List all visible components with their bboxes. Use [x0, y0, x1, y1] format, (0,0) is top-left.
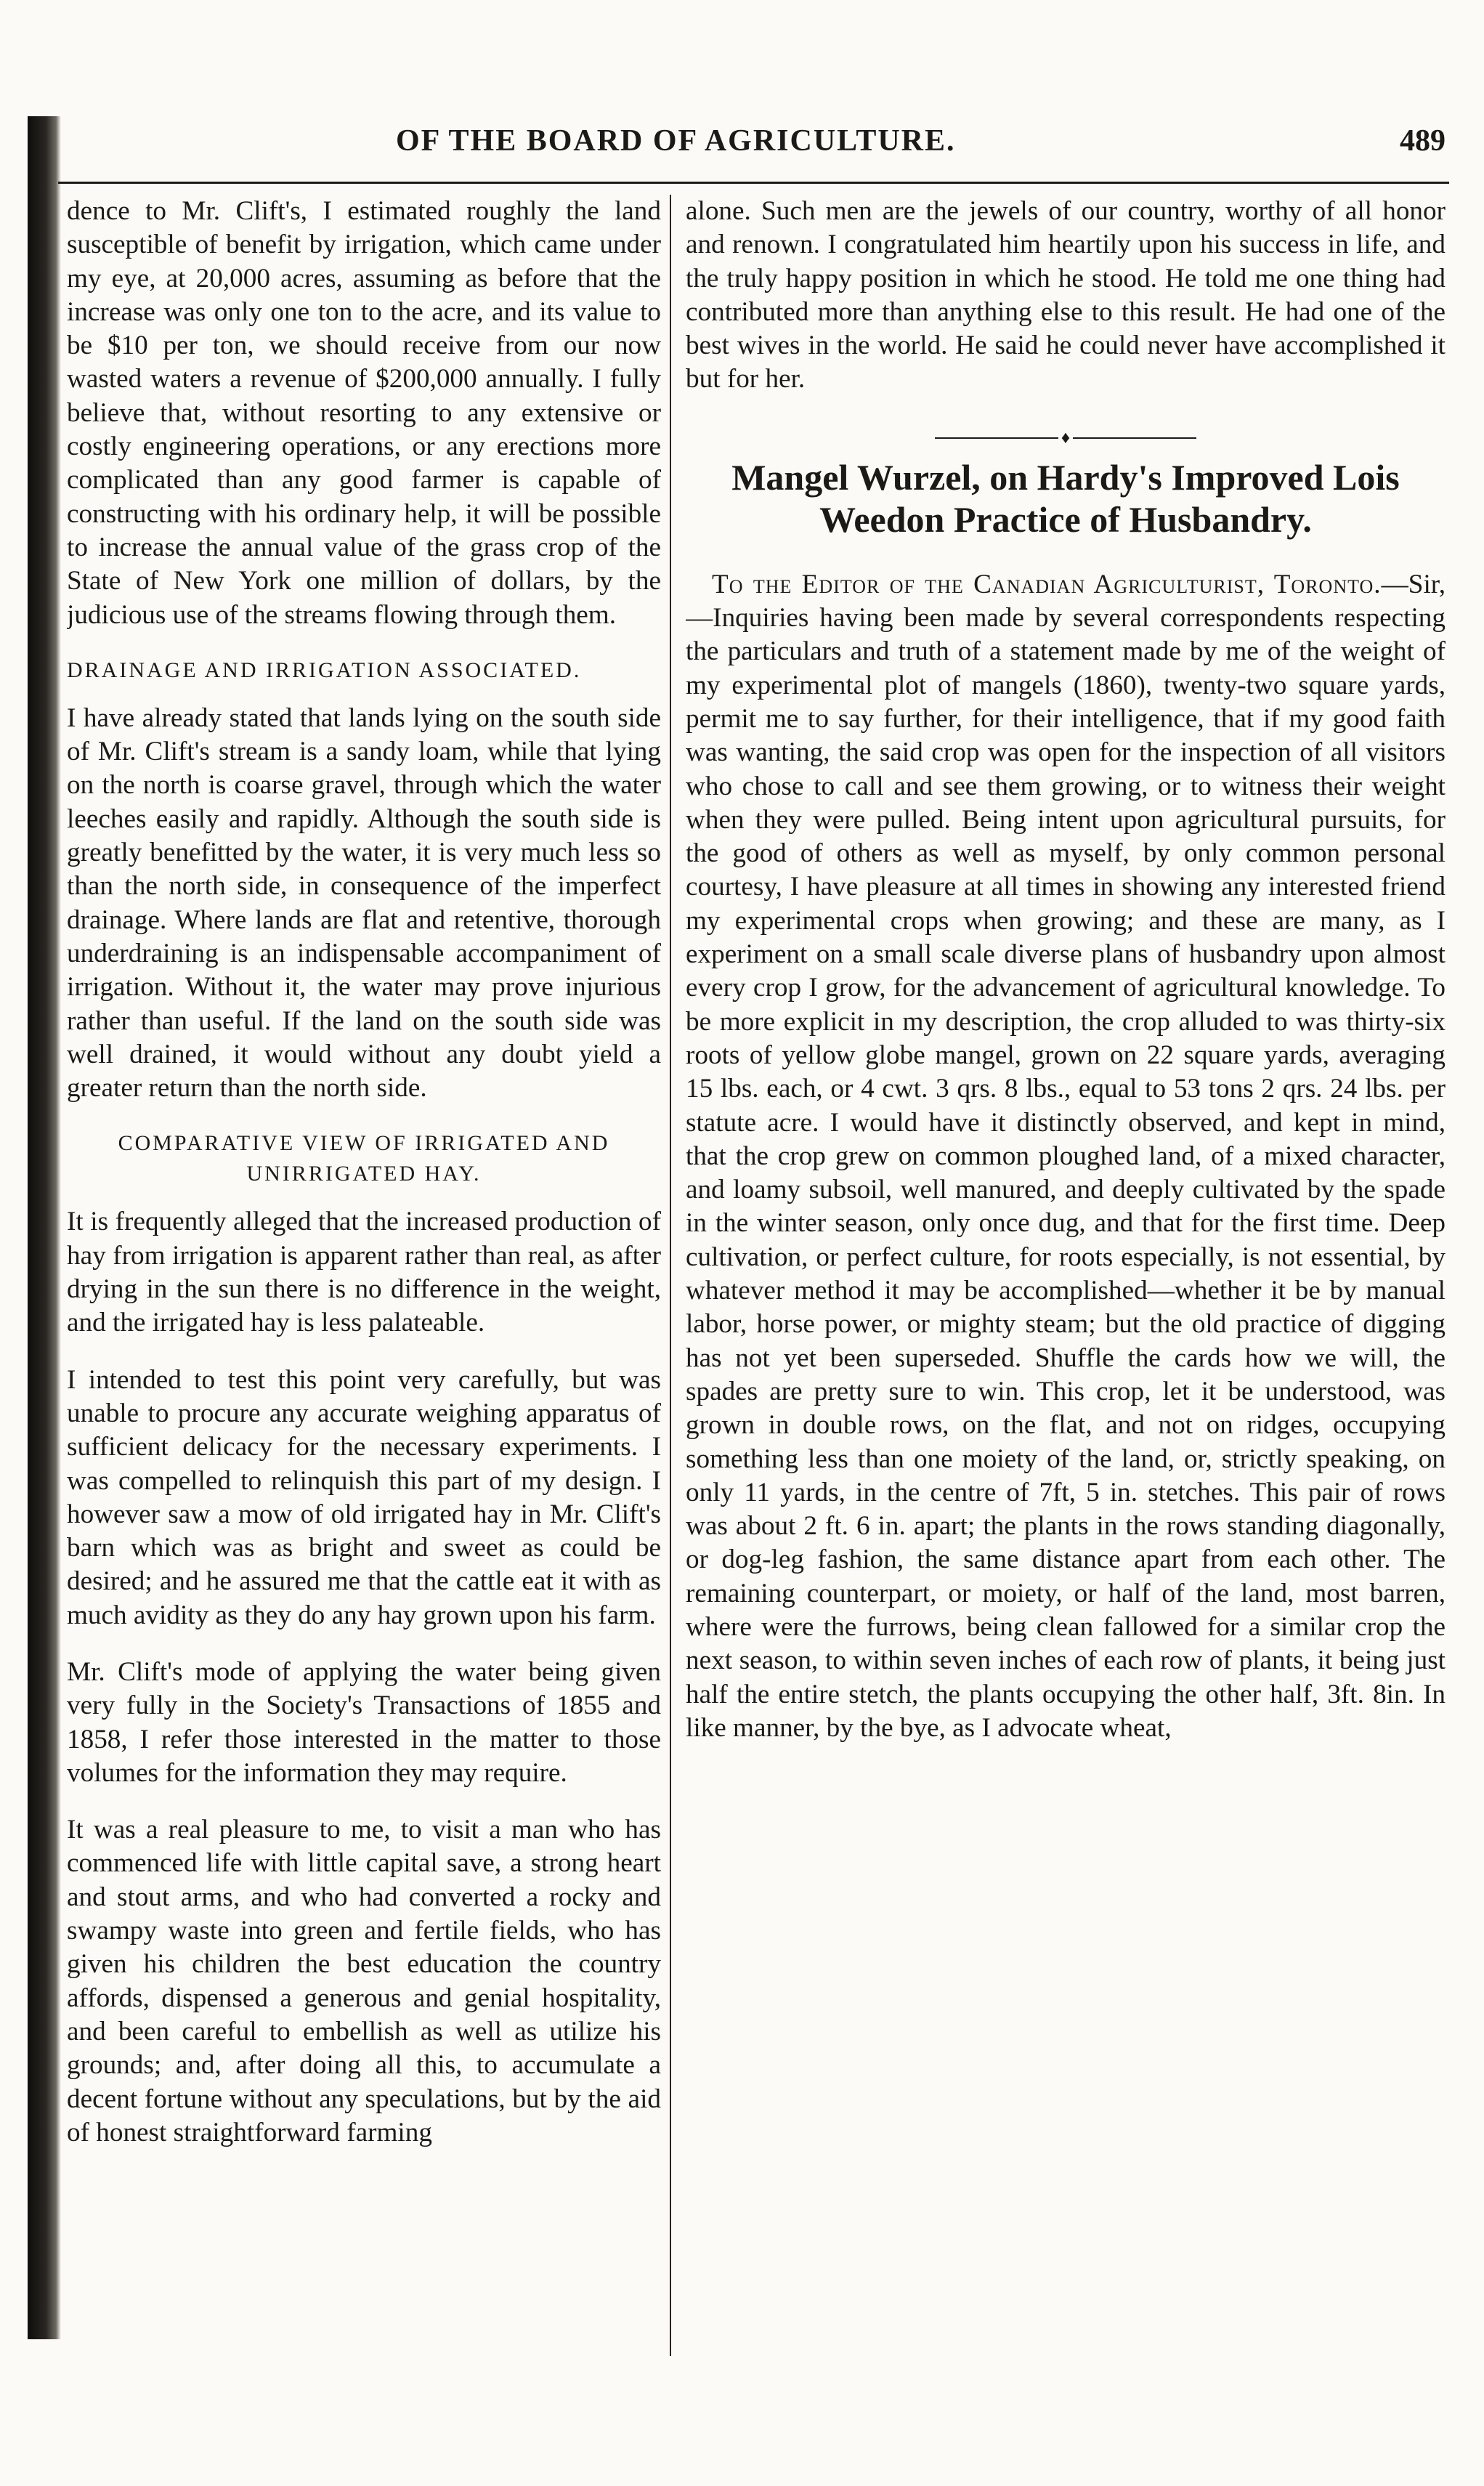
salutation: To the Editor of the Canadian Agriculturist, Toronto. [712, 569, 1382, 599]
running-head: OF THE BOARD OF AGRICULTURE. [396, 124, 956, 158]
header-rule [58, 182, 1449, 184]
letter-body: —Sir,—Inquiries having been made by several correspondents respecting the particulars and truth of a statement made by me of the weight of my experimental plot of mangels (1860), twenty-two square yards, permit me to say further, for their intelligence, that if my good faith was wanting, the said crop was open for the inspection of all visitors who chose to call and see them growing, or to witness their weight when they were pulled. Being intent upon agricultural pursuits, for the good of others as well as myself, by only common personal courtesy, I have pleasure at all times in showing any interested friend my experimental crops when growing; and these are many, as I experiment on a small scale diverse plans of husbandry upon almost every crop I grow, for the advancement of agricultural knowledge. To be more explicit in my description, the crop alluded to was thirty-six roots of yellow globe mangel, grown on 22 square yards, averaging 15 lbs. each, or 4 cwt. 3 qrs. 8 lbs., equal to 53 tons 2 qrs. 24 lbs. per statute acre. I would have it distinctly observed, and kept in mind, that the crop grew on common ploughed land, of a mixed character, and loamy subsoil, well manured, and deeply cultivated by the spade in the winter season, only once dug, and that for the first time. Deep cultivation, or perfect culture, for roots especially, is not essential, by whatever method it may be accomplished—whether it be by manual labor, horse power, or mighty steam; but the old practice of digging has not yet been superseded. Shuffle the cards how we will, the spades are pretty sure to win. This crop, let it be understood, was grown in double rows, on the flat, and not on ridges, occupying something less than one moiety of the land, or, strictly speaking, on only 11 yards, in the centre of 7ft, 5 in. stetches. This pair of rows was about 2 ft. 6 in. apart; the plants in the rows standing diagonally, or dog-leg fashion, the same distance apart from each other. The remaining counterpart, or moiety, or half of the land, most barren, where were the furrows, being clean fallowed for a similar crop the next season, to within seven inches of each row of plants, it being just half the entire stetch, the plants occupying the other half, 3ft. 8in. In like manner, by the bye, as I advocate wheat, [686, 569, 1446, 1743]
ornament-line [935, 437, 1058, 439]
left-column [67, 195, 661, 2356]
book-binding-shadow [28, 116, 61, 2339]
left-paragraph: Mr. Clift's mode of applying the water being given very fully in the Society's Transactions of 1855 and 1858, I refer those interested in the matter to those volumes for the information they may require. [67, 1656, 661, 1788]
left-paragraph: dence to Mr. Clift's, I estimated roughly the land susceptible of benefit by irrigation, which came under my eye, at 20,000 acres, assuming as before that the increase was only one ton to the acre, and its value to be $10 per ton, we should receive from our now wasted waters a revenue of $200,000 annually. I fully believe that, without resorting to any extensive or costly engineering operations, or any erections more complicated than any good farmer is capable of constructing with his ordinary help, it will be possible to increase the annual value of the grass crop of the State of New York one million of dollars, by the judicious use of the streams flowing through them. [67, 196, 661, 630]
column-divider [670, 195, 671, 2356]
left-paragraph: I intended to test this point very carefully, but was unable to procure any accurate weighing apparatus of sufficient delicacy for the necessary experiments. I was compelled to relinquish this part of my design. I however saw a mow of old irrigated hay in Mr. Clift's barn which was as bright and sweet as could be desired; and he assured me that the cattle eat it with as much avidity as they do any hay grown upon his farm. [67, 1364, 661, 1630]
page-number: 489 [1400, 124, 1446, 158]
ornament-divider [686, 420, 1446, 448]
section-heading: COMPARATIVE VIEW OF IRRIGATED AND UNIRRIGATED HAY. [118, 1131, 610, 1186]
page-header [396, 124, 1446, 174]
section-heading: DRAINAGE AND IRRIGATION ASSOCIATED. [67, 657, 582, 682]
right-column [686, 195, 1446, 2356]
ornament-line [1073, 437, 1196, 439]
article-title: Mangel Wurzel, on Hardy's Improved Lois Weedon Practice of Husbandry. [731, 456, 1400, 540]
left-paragraph: It is frequently alleged that the increased production of hay from irrigation is apparent rather than real, as after drying in the sun there is no difference in the weight, and the irrigated hay is less palateable. [67, 1207, 661, 1338]
left-paragraph: I have already stated that lands lying on the south side of Mr. Clift's stream is a sandy loam, while that lying on the north is coarse gravel, through which the water leeches easily and rapidly. Although the south side is greatly benefitted by the water, it is very much less so than the north side, in consequence of the imperfect drainage. Where lands are flat and retentive, thorough underdraining is an indispensable accompaniment of irrigation. Without it, the water may prove injurious rather than useful. If the land on the south side was well drained, it would without any doubt yield a greater return than the north side. [67, 703, 661, 1104]
ornament-dot-icon: ♦ [1061, 429, 1071, 448]
right-paragraph [686, 568, 1446, 1745]
left-paragraph: It was a real pleasure to me, to visit a man who has commenced life with little capital save, a strong heart and stout arms, and who had converted a rocky and swampy waste into green and fertile fields, who has given his children the best education the country affords, dispensed a generous and genial hospitality, and been careful to embellish as well as utilize his grounds; and, after doing all this, to accumulate a decent fortune without any speculations, but by the aid of honest straightforward farming [67, 1815, 661, 2147]
right-paragraph: alone. Such men are the jewels of our country, worthy of all honor and renown. I congratulated him heartily upon his success in life, and the truly happy position in which he stood. He told me one thing had contributed more than anything else to this result. He had one of the best wives in the world. He said he could never have accomplished it but for her. [686, 196, 1446, 394]
